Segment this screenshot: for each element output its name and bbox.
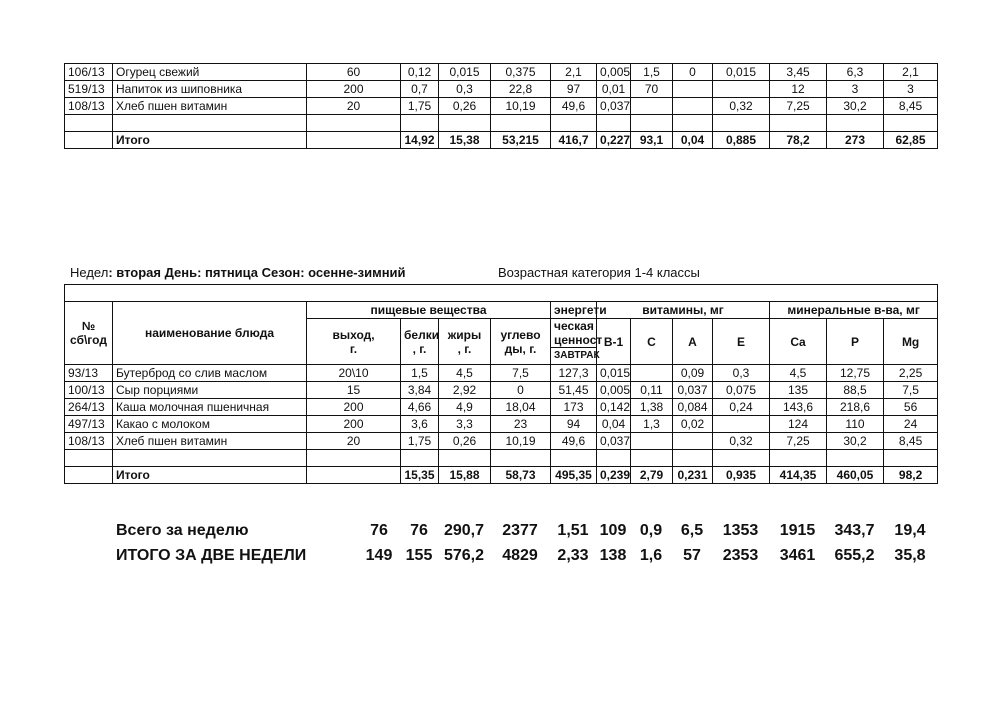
total-value: 62,85 (884, 132, 938, 149)
summary-value: 6,5 (680, 522, 704, 539)
total-value: 15,38 (439, 132, 491, 149)
total-value: 495,35 (551, 467, 597, 484)
energy-header-2: ческая ценност (551, 319, 597, 348)
table-row (65, 399, 938, 416)
dish-name: Хлеб пшен витамин (113, 98, 307, 115)
summary-value: 109 (599, 522, 627, 539)
value-cell: 0,32 (713, 433, 770, 450)
empty-cell (551, 115, 597, 132)
col-name-header: наименование блюда (113, 302, 307, 365)
dish-code: 497/13 (65, 416, 113, 433)
header-row-groups (65, 302, 938, 319)
value-cell: 8,45 (884, 433, 938, 450)
total-value: 0,935 (713, 467, 770, 484)
empty-cell (631, 115, 673, 132)
empty-cell (884, 450, 938, 467)
total-value: 53,215 (491, 132, 551, 149)
value-cell: 49,6 (551, 98, 597, 115)
empty-cell (597, 115, 631, 132)
value-cell: 51,45 (551, 382, 597, 399)
age-category: Возрастная категория 1-4 классы (498, 265, 700, 280)
col-mg-header: Mg (884, 319, 938, 365)
empty-cell (884, 115, 938, 132)
value-cell: 7,25 (770, 98, 827, 115)
value-cell: 0,037 (597, 98, 631, 115)
empty-cell (673, 115, 713, 132)
yield-cell: 200 (307, 399, 401, 416)
table-spacer-row (65, 285, 938, 302)
empty-cell (65, 467, 113, 484)
minerals-group-header: минеральные в-ва, мг (770, 302, 938, 319)
dish-code: 519/13 (65, 81, 113, 98)
value-cell: 0,015 (439, 64, 491, 81)
value-cell: 24 (884, 416, 938, 433)
value-cell: 3,3 (439, 416, 491, 433)
value-cell: 4,66 (401, 399, 439, 416)
value-cell: 3 (827, 81, 884, 98)
dish-code: 108/13 (65, 98, 113, 115)
value-cell: 30,2 (827, 433, 884, 450)
value-cell: 0,3 (439, 81, 491, 98)
col-e-header: E (713, 319, 770, 365)
value-cell (631, 433, 673, 450)
empty-cell (713, 450, 770, 467)
value-cell: 8,45 (884, 98, 938, 115)
value-cell: 0,075 (713, 382, 770, 399)
empty-cell (439, 115, 491, 132)
summary-value: 1353 (722, 522, 759, 539)
yield-cell: 20\10 (307, 365, 401, 382)
table-row (65, 433, 938, 450)
value-cell: 70 (631, 81, 673, 98)
yield-cell: 200 (307, 416, 401, 433)
empty-cell (673, 450, 713, 467)
value-cell: 49,6 (551, 433, 597, 450)
value-cell: 110 (827, 416, 884, 433)
summary-value: 576,2 (443, 547, 485, 564)
col-p-header: P (827, 319, 884, 365)
value-cell: 0 (491, 382, 551, 399)
summary-value: 343,7 (834, 522, 875, 539)
dish-name: Напиток из шиповника (113, 81, 307, 98)
value-cell: 0,01 (597, 81, 631, 98)
dish-name: Бутерброд со слив маслом (113, 365, 307, 382)
value-cell: 0,09 (673, 365, 713, 382)
value-cell: 2,92 (439, 382, 491, 399)
bottom-menu-table (64, 284, 938, 484)
value-cell: 1,75 (401, 433, 439, 450)
total-row (65, 132, 938, 149)
empty-cell (65, 450, 113, 467)
value-cell: 56 (884, 399, 938, 416)
value-cell: 0,015 (713, 64, 770, 81)
empty-cell (491, 115, 551, 132)
value-cell: 0,142 (597, 399, 631, 416)
value-cell: 10,19 (491, 98, 551, 115)
value-cell: 7,5 (491, 365, 551, 382)
value-cell (673, 433, 713, 450)
value-cell: 12 (770, 81, 827, 98)
empty-cell (401, 115, 439, 132)
yield-cell: 20 (307, 433, 401, 450)
summary-value: 76 (370, 522, 388, 539)
table-row (65, 416, 938, 433)
total-label: Итого (113, 467, 307, 484)
summary-value: 149 (365, 547, 393, 564)
empty-cell (401, 450, 439, 467)
energy-header-1: энергети (551, 302, 597, 319)
week-prefix: Недел (70, 265, 109, 280)
table-spacer-row (65, 450, 938, 467)
top-menu-table (64, 63, 938, 149)
value-cell: 3,45 (770, 64, 827, 81)
value-cell: 3,84 (401, 382, 439, 399)
dish-name: Какао с молоком (113, 416, 307, 433)
week-day-season: : вторая День: пятница Сезон: осенне-зимний (108, 265, 406, 280)
value-cell: 94 (551, 416, 597, 433)
value-cell: 22,8 (491, 81, 551, 98)
total-value: 78,2 (770, 132, 827, 149)
value-cell: 0,24 (713, 399, 770, 416)
empty-cell (551, 450, 597, 467)
summary-two-weeks-label: ИТОГО ЗА ДВЕ НЕДЕЛИ (116, 547, 307, 564)
dish-code: 108/13 (65, 433, 113, 450)
yield-cell: 20 (307, 98, 401, 115)
table-row (65, 64, 938, 81)
value-cell (631, 98, 673, 115)
empty-cell (827, 450, 884, 467)
empty-cell (631, 450, 673, 467)
nutrients-group-header: пищевые вещества (307, 302, 551, 319)
value-cell: 4,5 (439, 365, 491, 382)
summary-value: 0,9 (639, 522, 663, 539)
summary-value: 290,7 (443, 522, 485, 539)
dish-name: Хлеб пшен витамин (113, 433, 307, 450)
value-cell: 4,5 (770, 365, 827, 382)
top-table-body (65, 64, 938, 149)
value-cell: 0 (673, 64, 713, 81)
col-c-header: C (631, 319, 673, 365)
total-value: 15,88 (439, 467, 491, 484)
total-value: 58,73 (491, 467, 551, 484)
value-cell: 4,9 (439, 399, 491, 416)
value-cell: 30,2 (827, 98, 884, 115)
total-value (307, 467, 401, 484)
table-row (65, 98, 938, 115)
empty-cell (770, 115, 827, 132)
total-value: 15,35 (401, 467, 439, 484)
empty-cell (713, 115, 770, 132)
dish-name: Каша молочная пшеничная (113, 399, 307, 416)
value-cell: 2,1 (551, 64, 597, 81)
value-cell: 2,1 (884, 64, 938, 81)
value-cell (673, 98, 713, 115)
value-cell: 0,04 (597, 416, 631, 433)
total-value: 414,35 (770, 467, 827, 484)
value-cell: 7,25 (770, 433, 827, 450)
table-spacer-row (65, 115, 938, 132)
empty-cell (65, 132, 113, 149)
summary-value: 2377 (502, 522, 538, 539)
empty-cell (827, 115, 884, 132)
value-cell: 124 (770, 416, 827, 433)
col-carbs-header: углево ды, г. (491, 319, 551, 365)
summary-value: 2,33 (557, 547, 589, 564)
value-cell: 0,7 (401, 81, 439, 98)
value-cell: 0,037 (597, 433, 631, 450)
summary-value: 138 (599, 547, 627, 564)
vitamins-group-header: витамины, мг (597, 302, 770, 319)
total-value: 273 (827, 132, 884, 149)
dish-code: 100/13 (65, 382, 113, 399)
value-cell: 0,037 (673, 382, 713, 399)
empty-cell (113, 115, 307, 132)
total-value: 416,7 (551, 132, 597, 149)
total-value: 0,04 (673, 132, 713, 149)
value-cell: 97 (551, 81, 597, 98)
value-cell: 0,375 (491, 64, 551, 81)
col-a-header: A (673, 319, 713, 365)
yield-cell: 200 (307, 81, 401, 98)
total-value (307, 132, 401, 149)
value-cell: 1,38 (631, 399, 673, 416)
empty-cell (113, 450, 307, 467)
value-cell: 12,75 (827, 365, 884, 382)
table-row (65, 81, 938, 98)
value-cell: 18,04 (491, 399, 551, 416)
col-ca-header: Ca (770, 319, 827, 365)
total-value: 460,05 (827, 467, 884, 484)
value-cell: 3 (884, 81, 938, 98)
total-value: 0,885 (713, 132, 770, 149)
empty-cell (491, 450, 551, 467)
value-cell: 0,02 (673, 416, 713, 433)
empty-cell (307, 450, 401, 467)
yield-cell: 15 (307, 382, 401, 399)
col-protein-header: белки , г. (401, 319, 439, 365)
value-cell: 143,6 (770, 399, 827, 416)
total-label: Итого (113, 132, 307, 149)
empty-cell (439, 450, 491, 467)
summary-week (64, 522, 937, 544)
summary-value: 1915 (779, 522, 816, 539)
dish-code: 106/13 (65, 64, 113, 81)
empty-cell (65, 115, 113, 132)
value-cell: 0,3 (713, 365, 770, 382)
summary-value: 1,6 (639, 547, 663, 564)
summary-two-weeks (64, 547, 937, 569)
value-cell (673, 81, 713, 98)
col-num-header: № сб\год (65, 302, 113, 365)
value-cell: 1,75 (401, 98, 439, 115)
value-cell: 2,25 (884, 365, 938, 382)
value-cell: 23 (491, 416, 551, 433)
value-cell (631, 365, 673, 382)
total-value: 0,231 (673, 467, 713, 484)
yield-cell: 60 (307, 64, 401, 81)
empty-cell (770, 450, 827, 467)
dish-code: 93/13 (65, 365, 113, 382)
summary-week-label: Всего за неделю (116, 522, 249, 539)
value-cell: 6,3 (827, 64, 884, 81)
meal-label: ЗАВТРАК (551, 348, 597, 365)
week-info (70, 265, 406, 280)
value-cell: 0,26 (439, 98, 491, 115)
summary-value: 3461 (779, 547, 816, 564)
dish-code: 264/13 (65, 399, 113, 416)
total-row (65, 467, 938, 484)
col-fat-header: жиры , г. (439, 319, 491, 365)
value-cell (713, 81, 770, 98)
value-cell: 1,5 (401, 365, 439, 382)
value-cell: 0,005 (597, 382, 631, 399)
value-cell: 1,3 (631, 416, 673, 433)
summary-value: 76 (410, 522, 428, 539)
value-cell (713, 416, 770, 433)
value-cell: 10,19 (491, 433, 551, 450)
table-row (65, 382, 938, 399)
col-b1-header: B-1 (597, 319, 631, 365)
value-cell: 0,11 (631, 382, 673, 399)
total-value: 2,79 (631, 467, 673, 484)
col-yield-header: выход, г. (307, 319, 401, 365)
dish-name: Огурец свежий (113, 64, 307, 81)
value-cell: 0,015 (597, 365, 631, 382)
value-cell: 218,6 (827, 399, 884, 416)
summary-value: 19,4 (894, 522, 926, 539)
summary-value: 4829 (502, 547, 538, 564)
value-cell: 0,12 (401, 64, 439, 81)
value-cell: 0,084 (673, 399, 713, 416)
summary-value: 35,8 (894, 547, 926, 564)
empty-cell (307, 115, 401, 132)
total-value: 93,1 (631, 132, 673, 149)
total-value: 98,2 (884, 467, 938, 484)
summary-value: 1,51 (557, 522, 589, 539)
value-cell: 88,5 (827, 382, 884, 399)
summary-value: 2353 (722, 547, 759, 564)
value-cell: 0,26 (439, 433, 491, 450)
bottom-table-body (65, 285, 938, 484)
total-value: 0,239 (597, 467, 631, 484)
summary-value: 57 (683, 547, 701, 564)
total-value: 0,227 (597, 132, 631, 149)
empty-cell (597, 450, 631, 467)
value-cell: 7,5 (884, 382, 938, 399)
dish-name: Сыр порциями (113, 382, 307, 399)
value-cell: 0,005 (597, 64, 631, 81)
summary-value: 655,2 (834, 547, 875, 564)
summary-value: 155 (405, 547, 433, 564)
value-cell: 3,6 (401, 416, 439, 433)
value-cell: 127,3 (551, 365, 597, 382)
value-cell: 173 (551, 399, 597, 416)
total-value: 14,92 (401, 132, 439, 149)
value-cell: 135 (770, 382, 827, 399)
value-cell: 0,32 (713, 98, 770, 115)
table-row (65, 365, 938, 382)
value-cell: 1,5 (631, 64, 673, 81)
